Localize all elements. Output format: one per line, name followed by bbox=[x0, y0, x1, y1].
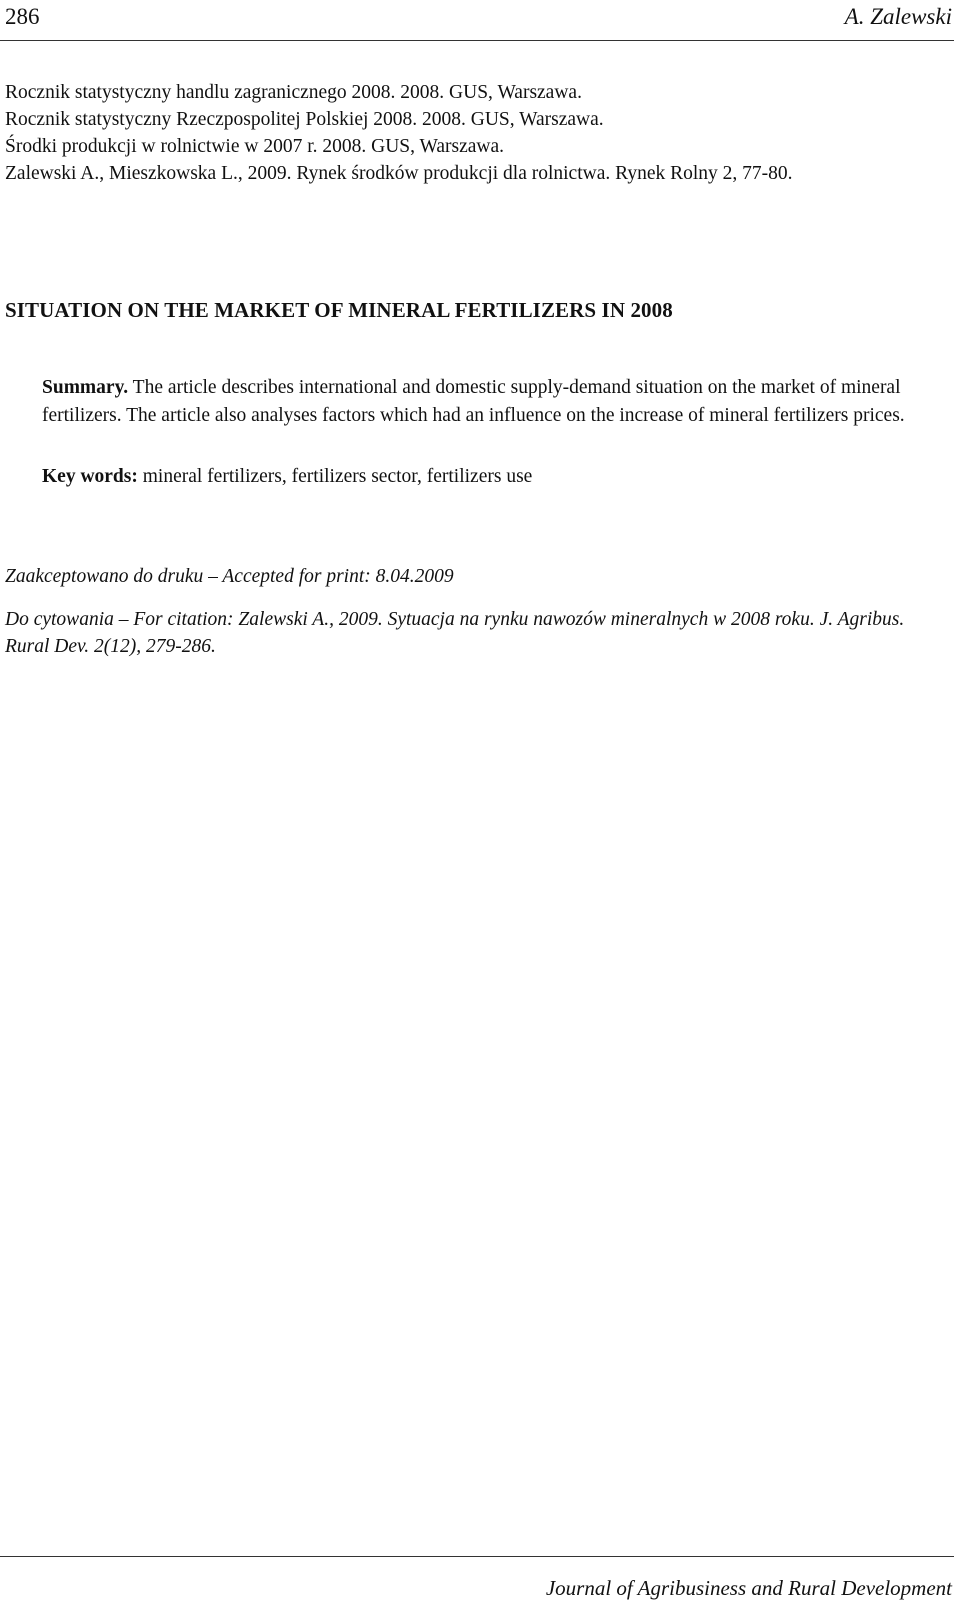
keywords-paragraph bbox=[42, 463, 912, 491]
summary-text: The article describes international and domestic supply-demand situation on the market of mineral fertilizers. The article also analyses factors which had an influence on the increase of mineral fertilizers prices. bbox=[42, 377, 905, 426]
reference-item: Środki produkcji w rolnictwie w 2007 r. 2008. GUS, Warszawa. bbox=[5, 136, 505, 157]
summary-label: Summary. bbox=[42, 377, 129, 398]
journal-footer: Journal of Agribusiness and Rural Development bbox=[545, 1576, 952, 1600]
accepted-note: Zaakceptowano do druku – Accepted for print: 8.04.2009 bbox=[5, 566, 454, 587]
references-list bbox=[5, 79, 950, 187]
footer-rule bbox=[0, 1556, 954, 1557]
page-number: 286 bbox=[5, 4, 40, 29]
reference-item: Rocznik statystyczny handlu zagranicznego 2008. 2008. GUS, Warszawa. bbox=[5, 82, 582, 103]
english-title: SITUATION ON THE MARKET OF MINERAL FERTILIZERS IN 2008 bbox=[5, 298, 673, 322]
running-head: A. Zalewski bbox=[844, 4, 952, 29]
reference-item: Zalewski A., Mieszkowska L., 2009. Rynek środków produkcji dla rolnictwa. Rynek Rolny 2, 77-80. bbox=[5, 163, 793, 184]
keywords-label: Key words: bbox=[42, 466, 138, 487]
reference-item: Rocznik statystyczny Rzeczpospolitej Polskiej 2008. 2008. GUS, Warszawa. bbox=[5, 109, 604, 130]
header-rule bbox=[0, 40, 954, 41]
summary-paragraph bbox=[42, 374, 912, 429]
keywords-text: mineral fertilizers, fertilizers sector, fertilizers use bbox=[137, 466, 533, 487]
citation-note: Do cytowania – For citation: Zalewski A., 2009. Sytuacja na rynku nawozów mineralnych w 2008 roku. J. Agribus. Rural Dev. 2(12), 279-286. bbox=[5, 609, 905, 657]
